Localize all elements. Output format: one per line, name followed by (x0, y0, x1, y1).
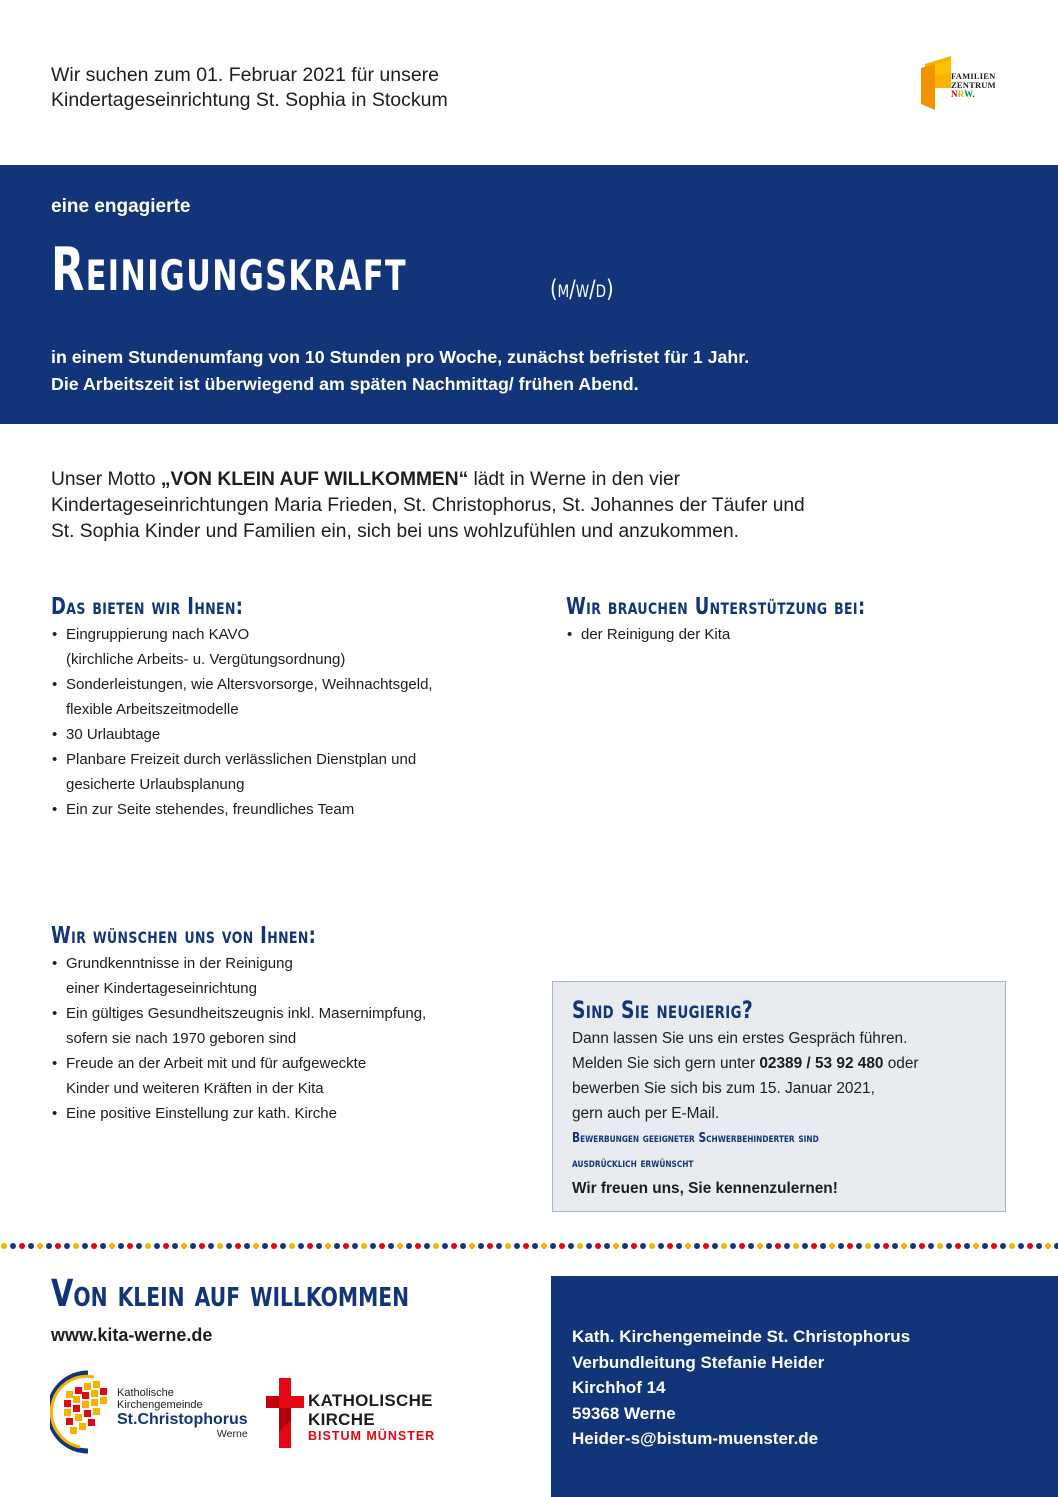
divider-dot (658, 1243, 664, 1249)
fz-nrw-w: W (964, 89, 973, 99)
divider-dot (163, 1243, 169, 1249)
divider-dot (253, 1243, 259, 1249)
divider-dot (325, 1243, 331, 1249)
list-item-text: • der Reinigung der Kita (581, 626, 731, 643)
divider-dot (757, 1243, 763, 1249)
wishes-heading: Wir wünschen uns von Ihnen: (51, 923, 317, 949)
list-item (51, 747, 521, 797)
list-item-text: • Sonderleistungen, wie Altersvorsorge, Weihnachtsgeld, (66, 676, 433, 693)
divider-dot (73, 1243, 79, 1249)
list-item-text: sofern sie nach 1970 geboren sind (66, 1030, 297, 1047)
familienzentrum-logo (921, 47, 1013, 117)
divider-dot (946, 1243, 952, 1249)
divider-dot (541, 1243, 547, 1249)
list-item-text: Kinder und weiteren Kräften in der Kita (66, 1080, 324, 1097)
divider-dot (676, 1243, 682, 1249)
divider-dot (1009, 1243, 1015, 1249)
divider-dot (307, 1243, 313, 1249)
motto-paragraph (51, 467, 971, 545)
wishes-section (51, 921, 521, 1126)
list-item (51, 1001, 521, 1051)
list-item (51, 1051, 521, 1101)
divider-dot (1018, 1243, 1024, 1249)
banner-line: Die Arbeitszeit ist überwiegend am späten Nachmittag/ frühen Abend. (51, 374, 639, 394)
wishes-list (51, 951, 521, 1126)
divider-dot (532, 1243, 538, 1249)
list-item-text: • Ein zur Seite stehendes, freundliches Team (66, 801, 355, 818)
divider-dot (739, 1243, 745, 1249)
divider-dot (802, 1243, 808, 1249)
disability-note: ausdrücklich erwünscht (572, 1156, 694, 1171)
parish-logo (50, 1367, 248, 1457)
divider-dot (847, 1243, 853, 1249)
divider-dot (1036, 1243, 1042, 1249)
divider-dot (838, 1243, 844, 1249)
divider-dot (289, 1243, 295, 1249)
divider-dot (208, 1243, 214, 1249)
list-item-text: einer Kindertageseinrichtung (66, 980, 257, 997)
divider-dot (856, 1243, 862, 1249)
curious-phone-suffix: oder (883, 1055, 919, 1072)
fz-line1: FAMILIEN (951, 71, 996, 81)
fz-nrw-dot: . (972, 89, 975, 99)
list-item (51, 1101, 521, 1126)
motto-line: St. Sophia Kinder und Familien ein, sich bei uns wohlzufühlen und anzukommen. (51, 521, 739, 542)
divider-dot (712, 1243, 718, 1249)
list-item-text: flexible Arbeitszeitmodelle (66, 701, 239, 718)
divider-dot (883, 1243, 889, 1249)
curious-line: bewerben Sie sich bis zum 15. Januar 2021, (572, 1080, 875, 1097)
list-item-text: • Grundkenntnisse in der Reinigung (66, 955, 293, 972)
divider-dot (379, 1243, 385, 1249)
parish-name: St.Christophorus (117, 1411, 248, 1428)
divider-dot (37, 1243, 43, 1249)
divider-dot (919, 1243, 925, 1249)
banner-line: in einem Stundenumfang von 10 Stunden pro Woche, zunächst befristet für 1 Jahr. (51, 347, 750, 367)
banner-subtitle: eine engagierte (51, 196, 191, 217)
list-item-text: • Freude an der Arbeit mit und für aufgeweckte (66, 1055, 367, 1072)
divider-dot (172, 1243, 178, 1249)
banner-details (51, 344, 749, 398)
divider-dot (892, 1243, 898, 1249)
parish-line: Katholische (117, 1387, 174, 1399)
motto-line: Kindertageseinrichtungen Maria Frieden, St. Christophorus, St. Johannes der Täufer und (51, 495, 805, 516)
divider-dot (28, 1243, 34, 1249)
divider-dot (316, 1243, 322, 1249)
divider-dot (586, 1243, 592, 1249)
divider-dot (415, 1243, 421, 1249)
curious-heading: Sind Sie neugierig? (572, 996, 754, 1024)
divider-dot (559, 1243, 565, 1249)
motto-rest: lädt in Werne in den vier (468, 469, 681, 490)
church-logo-text (308, 1391, 435, 1444)
divider-dot (667, 1243, 673, 1249)
divider-dot (730, 1243, 736, 1249)
parish-globe-icon (50, 1367, 120, 1457)
divider-dot (829, 1243, 835, 1249)
contact-city: 59368 Werne (572, 1403, 676, 1423)
dotted-divider (0, 1242, 1058, 1250)
divider-dot (397, 1243, 403, 1249)
contact-callout-box (552, 981, 1006, 1212)
intro-text (51, 63, 448, 113)
divider-dot (973, 1243, 979, 1249)
divider-dot (694, 1243, 700, 1249)
curious-line: gern auch per E-Mail. (572, 1105, 720, 1122)
divider-dot (631, 1243, 637, 1249)
job-banner (0, 165, 1058, 424)
divider-dot (703, 1243, 709, 1249)
divider-dot (568, 1243, 574, 1249)
divider-dot (370, 1243, 376, 1249)
support-list (566, 622, 996, 647)
divider-dot (478, 1243, 484, 1249)
divider-dot (100, 1243, 106, 1249)
job-title-suffix: (m/w/d) (550, 275, 614, 303)
divider-dot (685, 1243, 691, 1249)
divider-dot (145, 1243, 151, 1249)
catholic-church-logo (266, 1378, 446, 1450)
church-line: KIRCHE (308, 1410, 375, 1429)
divider-dot (820, 1243, 826, 1249)
intro-line: Kindertageseinrichtung St. Sophia in Stockum (51, 89, 448, 111)
divider-dot (424, 1243, 430, 1249)
divider-dot (91, 1243, 97, 1249)
list-item-text: • Eine positive Einstellung zur kath. Kirche (66, 1105, 337, 1122)
divider-dot (1027, 1243, 1033, 1249)
divider-dot (262, 1243, 268, 1249)
divider-dot (244, 1243, 250, 1249)
divider-dot (550, 1243, 556, 1249)
fz-nrw-n: N (951, 89, 958, 99)
support-section (566, 592, 996, 647)
divider-dot (523, 1243, 529, 1249)
divider-dot (64, 1243, 70, 1249)
job-title: Reinigungskraft (51, 235, 408, 305)
divider-dot (487, 1243, 493, 1249)
divider-dot (721, 1243, 727, 1249)
divider-dot (118, 1243, 124, 1249)
divider-dot (451, 1243, 457, 1249)
curious-phone-prefix: Melden Sie sich gern unter (572, 1055, 760, 1072)
familienzentrum-wordmark (951, 72, 996, 99)
curious-phone-line (572, 1051, 986, 1076)
contact-street: Kirchhof 14 (572, 1378, 666, 1397)
divider-dot (82, 1243, 88, 1249)
divider-dot (928, 1243, 934, 1249)
divider-dot (748, 1243, 754, 1249)
divider-dot (1045, 1243, 1051, 1249)
divider-dot (334, 1243, 340, 1249)
website-link[interactable]: www.kita-werne.de (51, 1325, 213, 1345)
list-item-text: • Planbare Freizeit durch verlässlichen Dienstplan und (66, 751, 417, 768)
divider-dot (217, 1243, 223, 1249)
familienzentrum-logo-icon (921, 52, 951, 110)
disability-note: Bewerbungen geeigneter Schwerbehinderter sind (572, 1131, 819, 1146)
list-item (51, 622, 521, 672)
footer-slogan: Von klein auf willkommen (51, 1272, 410, 1315)
list-item-text: • Ein gültiges Gesundheitszeugnis inkl. Masernimpfung, (66, 1005, 427, 1022)
divider-dot (874, 1243, 880, 1249)
list-item-text: • 30 Urlaubtage (66, 726, 161, 743)
divider-dot (1, 1243, 7, 1249)
fz-nrw (951, 90, 996, 99)
church-diocese: BISTUM MÜNSTER (308, 1429, 436, 1443)
divider-dot (226, 1243, 232, 1249)
curious-line: Dann lassen Sie uns ein erstes Gespräch führen. (572, 1030, 908, 1047)
divider-dot (514, 1243, 520, 1249)
divider-dot (955, 1243, 961, 1249)
divider-dot (1000, 1243, 1006, 1249)
list-item (51, 672, 521, 722)
offer-section (51, 592, 521, 822)
divider-dot (136, 1243, 142, 1249)
divider-dot (406, 1243, 412, 1249)
divider-dot (865, 1243, 871, 1249)
contact-panel (551, 1276, 1058, 1497)
divider-dot (964, 1243, 970, 1249)
list-item (51, 951, 521, 1001)
motto-prefix: Unser Motto (51, 469, 161, 490)
divider-dot (622, 1243, 628, 1249)
divider-dot (469, 1243, 475, 1249)
list-item-text: • Eingruppierung nach KAVO (66, 626, 250, 643)
divider-dot (442, 1243, 448, 1249)
parish-town: Werne (216, 1428, 248, 1440)
divider-dot (1054, 1243, 1058, 1249)
intro-line: Wir suchen zum 01. Februar 2021 für unsere (51, 64, 440, 86)
divider-dot (784, 1243, 790, 1249)
fz-nrw-r: R (957, 89, 965, 99)
divider-dot (649, 1243, 655, 1249)
divider-dot (109, 1243, 115, 1249)
divider-dot (388, 1243, 394, 1249)
divider-dot (604, 1243, 610, 1249)
divider-dot (901, 1243, 907, 1249)
divider-dot (280, 1243, 286, 1249)
divider-dot (55, 1243, 61, 1249)
divider-dot (181, 1243, 187, 1249)
divider-dot (199, 1243, 205, 1249)
motto-bold: „VON KLEIN AUF WILLKOMMEN“ (160, 469, 469, 490)
divider-dot (991, 1243, 997, 1249)
contact-person: Verbundleitung Stefanie Heider (572, 1352, 825, 1372)
divider-dot (595, 1243, 601, 1249)
divider-dot (343, 1243, 349, 1249)
divider-dot (298, 1243, 304, 1249)
divider-dot (235, 1243, 241, 1249)
divider-dot (613, 1243, 619, 1249)
divider-dot (910, 1243, 916, 1249)
red-cross-icon (266, 1378, 304, 1448)
divider-dot (793, 1243, 799, 1249)
divider-dot (19, 1243, 25, 1249)
list-item-text: (kirchliche Arbeits- u. Vergütungsordnung) (66, 651, 346, 668)
fz-line2: ZENTRUM (951, 80, 996, 90)
divider-dot (982, 1243, 988, 1249)
divider-dot (577, 1243, 583, 1249)
divider-dot (496, 1243, 502, 1249)
divider-dot (127, 1243, 133, 1249)
divider-dot (352, 1243, 358, 1249)
list-item (51, 797, 521, 822)
divider-dot (190, 1243, 196, 1249)
divider-dot (154, 1243, 160, 1249)
list-item-text: gesicherte Urlaubsplanung (66, 776, 245, 793)
support-heading: Wir brauchen Unterstützung bei: (566, 594, 866, 620)
parish-line: Kirchengemeinde (117, 1399, 203, 1411)
divider-dot (460, 1243, 466, 1249)
divider-dot (766, 1243, 772, 1249)
offer-heading: Das bieten wir Ihnen: (51, 594, 244, 620)
church-line: KATHOLISCHE (308, 1391, 433, 1410)
divider-dot (505, 1243, 511, 1249)
divider-dot (937, 1243, 943, 1249)
list-item (51, 722, 521, 747)
divider-dot (640, 1243, 646, 1249)
contact-email[interactable]: Heider-s@bistum-muenster.de (572, 1429, 819, 1448)
contact-lines (572, 1324, 910, 1452)
divider-dot (271, 1243, 277, 1249)
divider-dot (361, 1243, 367, 1249)
divider-dot (775, 1243, 781, 1249)
divider-dot (10, 1243, 16, 1249)
parish-logo-text (117, 1387, 248, 1440)
divider-dot (433, 1243, 439, 1249)
offer-list (51, 622, 521, 822)
phone-number[interactable]: 02389 / 53 92 480 (759, 1055, 884, 1072)
list-item (566, 622, 996, 647)
divider-dot (811, 1243, 817, 1249)
contact-org: Kath. Kirchengemeinde St. Christophorus (572, 1327, 911, 1346)
divider-dot (46, 1243, 52, 1249)
closing-line: Wir freuen uns, Sie kennenzulernen! (572, 1180, 838, 1197)
